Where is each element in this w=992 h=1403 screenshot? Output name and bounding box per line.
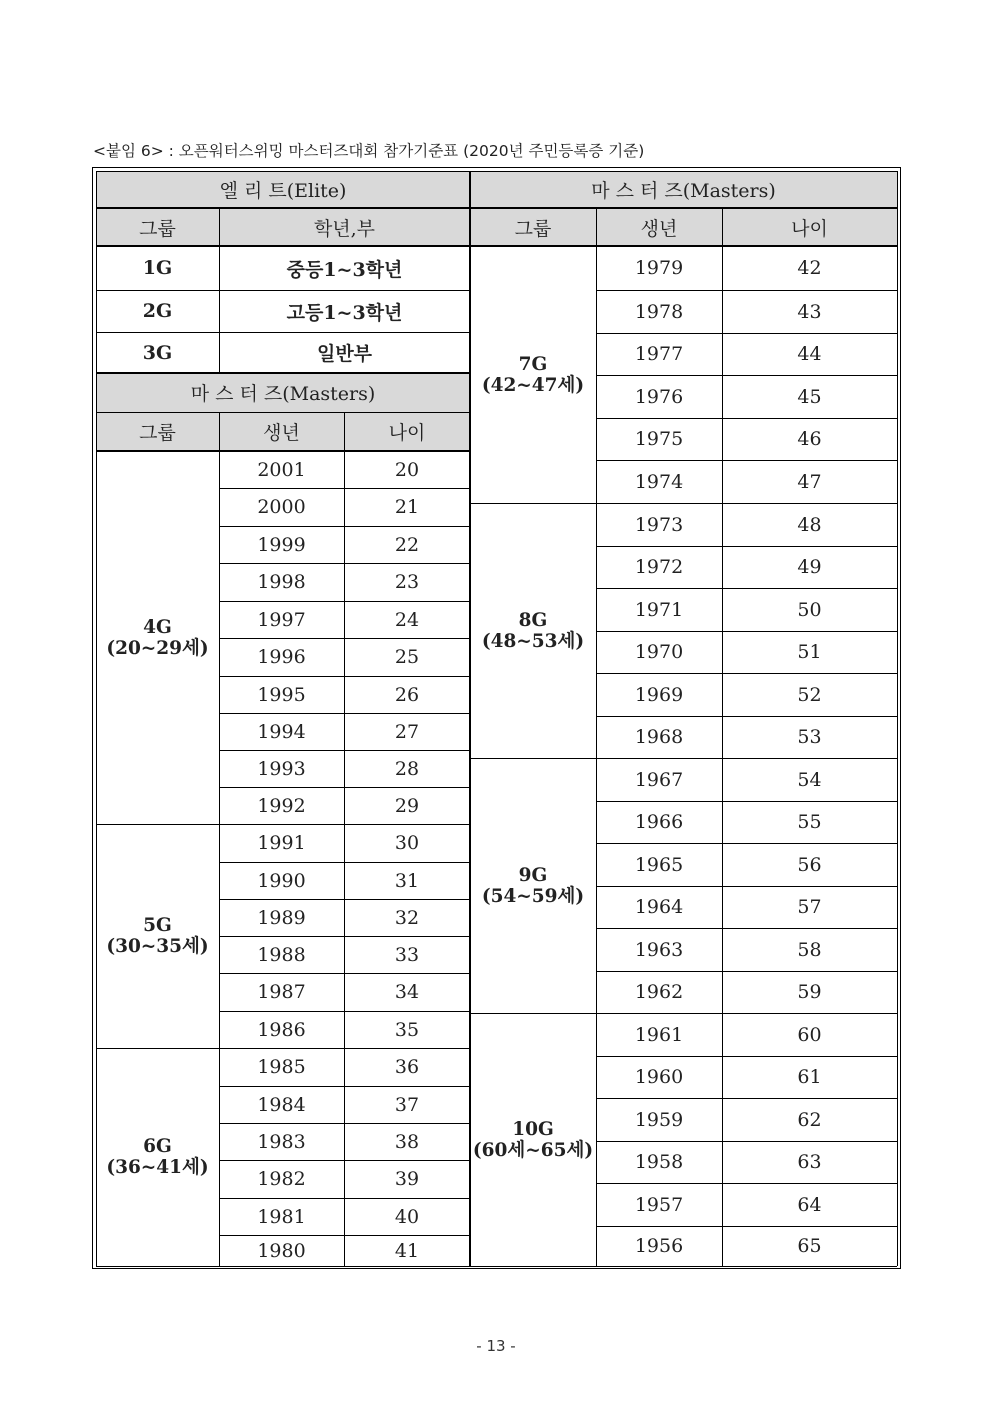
age-cell: 50 [797,598,822,621]
age-cell: 25 [394,646,420,668]
age-cell: 35 [394,1018,420,1041]
masters-left-header-year: 생년 [219,412,344,451]
birth-year-cell: 1994 [257,720,306,743]
masters-right-header-group: 그룹 [470,208,596,246]
birth-year-cell: 1976 [634,385,684,408]
birth-year-cell: 1959 [634,1108,684,1131]
birth-year-cell: 1964 [634,896,684,918]
age-cell: 53 [797,726,822,748]
birth-year-cell: 1984 [257,1093,306,1116]
birth-year-cell: 1966 [634,811,684,833]
birth-year-cell: 1990 [257,869,306,892]
age-cell: 31 [394,869,420,892]
elite-header-group: 그룹 [96,208,219,246]
group-name: 7G [518,353,548,375]
birth-year-cell: 1982 [257,1168,306,1190]
age-cell: 49 [797,556,822,578]
birth-year-cell: 1960 [634,1066,684,1088]
age-cell: 36 [394,1056,420,1078]
birth-year-cell: 1989 [257,906,306,929]
birth-year-cell: 2001 [257,458,306,481]
birth-year-cell: 1997 [257,608,306,631]
group-age-range: (30~35세) [106,936,209,957]
age-cell: 39 [394,1168,420,1190]
group-name: 6G [143,1136,172,1157]
age-cell: 44 [797,343,822,365]
birth-year-cell: 1975 [634,428,684,450]
age-cell: 30 [394,832,420,854]
age-cell: 57 [797,896,822,918]
birth-year-cell: 1961 [634,1023,684,1046]
birth-year-cell: 1981 [257,1205,306,1228]
birth-year-cell: 1963 [634,938,684,961]
birth-year-cell: 1991 [257,832,306,854]
age-cell: 41 [394,1239,420,1262]
group-age-range: (36~41세) [106,1157,209,1178]
age-cell: 46 [797,428,822,450]
age-cell: 65 [797,1235,822,1257]
group-age-range: (54~59세) [481,885,585,907]
age-cell: 58 [797,938,822,961]
birth-year-cell: 1993 [257,757,306,780]
birth-year-cell: 1980 [257,1239,306,1262]
elite-group-cell: 1G [142,257,173,279]
age-cell: 54 [797,768,822,791]
group-age-range: (48~53세) [481,630,585,652]
birth-year-cell: 1979 [634,257,684,279]
group-name: 10G [512,1118,554,1140]
age-cell: 23 [394,571,420,593]
birth-year-cell: 1988 [257,943,306,966]
elite-grade-cell: 중등1~3학년 [286,258,403,281]
birth-year-cell: 1970 [634,641,684,663]
birth-year-cell: 1985 [257,1056,306,1078]
age-cell: 28 [394,757,420,780]
birth-year-cell: 1971 [634,598,684,621]
elite-grade-cell: 일반부 [316,343,373,365]
age-cell: 27 [394,720,420,743]
age-cell: 42 [797,257,822,279]
age-cell: 48 [797,513,822,536]
birth-year-cell: 1965 [634,853,684,876]
age-cell: 29 [394,794,420,817]
birth-year-cell: 1972 [634,556,684,578]
birth-year-cell: 1969 [634,683,684,706]
birth-year-cell: 1977 [634,343,684,365]
age-cell: 64 [797,1193,822,1216]
age-cell: 63 [797,1151,822,1173]
birth-year-cell: 1978 [634,300,684,323]
age-cell: 32 [394,906,420,929]
age-cell: 55 [797,811,822,833]
birth-year-cell: 1967 [634,768,684,791]
page-number: - 13 - [476,1337,516,1355]
age-cell: 51 [797,641,822,663]
birth-year-cell: 1973 [634,513,684,536]
age-cell: 26 [394,683,420,706]
masters-left-header-age: 나이 [344,412,470,451]
age-cell: 22 [394,533,420,556]
age-cell: 60 [797,1023,822,1046]
birth-year-cell: 1956 [634,1235,684,1257]
birth-year-cell: 1996 [257,646,306,668]
age-cell: 38 [394,1130,420,1153]
masters-right-title: 마 스 터 즈(Masters) [470,171,897,208]
birth-year-cell: 1957 [634,1193,684,1216]
age-cell: 33 [394,943,420,966]
birth-year-cell: 1958 [634,1151,684,1173]
birth-year-cell: 1987 [257,981,306,1003]
group-name: 9G [518,864,548,886]
age-cell: 24 [394,608,420,631]
document-caption: <붙임 6> : 오픈워터스위밍 마스터즈대회 참가기준표 (2020년 주민등록증 기준) [93,142,645,160]
age-cell: 20 [394,458,420,481]
age-cell: 21 [394,496,420,518]
birth-year-cell: 1986 [257,1018,306,1041]
age-cell: 34 [394,981,420,1003]
table-outer-frame [92,167,901,1269]
age-cell: 52 [797,683,822,706]
masters-right-header-age: 나이 [722,208,897,246]
age-cell: 47 [797,470,822,493]
group-age-range: (20~29세) [106,637,209,659]
birth-year-cell: 1974 [634,470,684,493]
birth-year-cell: 1992 [257,794,306,817]
age-cell: 40 [394,1205,420,1228]
age-cell: 56 [797,853,822,876]
age-cell: 61 [797,1066,822,1088]
group-age-range: (42~47세) [481,374,585,396]
age-cell: 59 [797,981,822,1003]
birth-year-cell: 1998 [257,571,306,593]
age-cell: 43 [797,300,822,323]
birth-year-cell: 1968 [634,726,684,748]
elite-grade-cell: 고등1~3학년 [286,301,403,324]
birth-year-cell: 1995 [257,683,306,706]
birth-year-cell: 1999 [257,533,306,556]
masters-left-header-group: 그룹 [96,412,219,451]
age-cell: 62 [797,1108,822,1131]
birth-year-cell: 1983 [257,1130,306,1153]
age-cell: 45 [797,385,822,408]
birth-year-cell: 1962 [634,981,684,1003]
group-name: 8G [518,609,548,631]
elite-title: 엘 리 트(Elite) [96,171,470,208]
group-name: 4G [143,616,172,638]
age-cell: 37 [394,1093,420,1116]
elite-group-cell: 3G [142,341,173,364]
elite-header-grade: 학년,부 [219,208,470,246]
masters-right-header-year: 생년 [596,208,722,246]
masters-left-title: 마 스 터 즈(Masters) [96,373,470,412]
group-age-range: (60세~65세) [472,1139,594,1161]
birth-year-cell: 2000 [257,496,306,518]
elite-group-cell: 2G [142,300,173,322]
group-name: 5G [143,915,172,936]
